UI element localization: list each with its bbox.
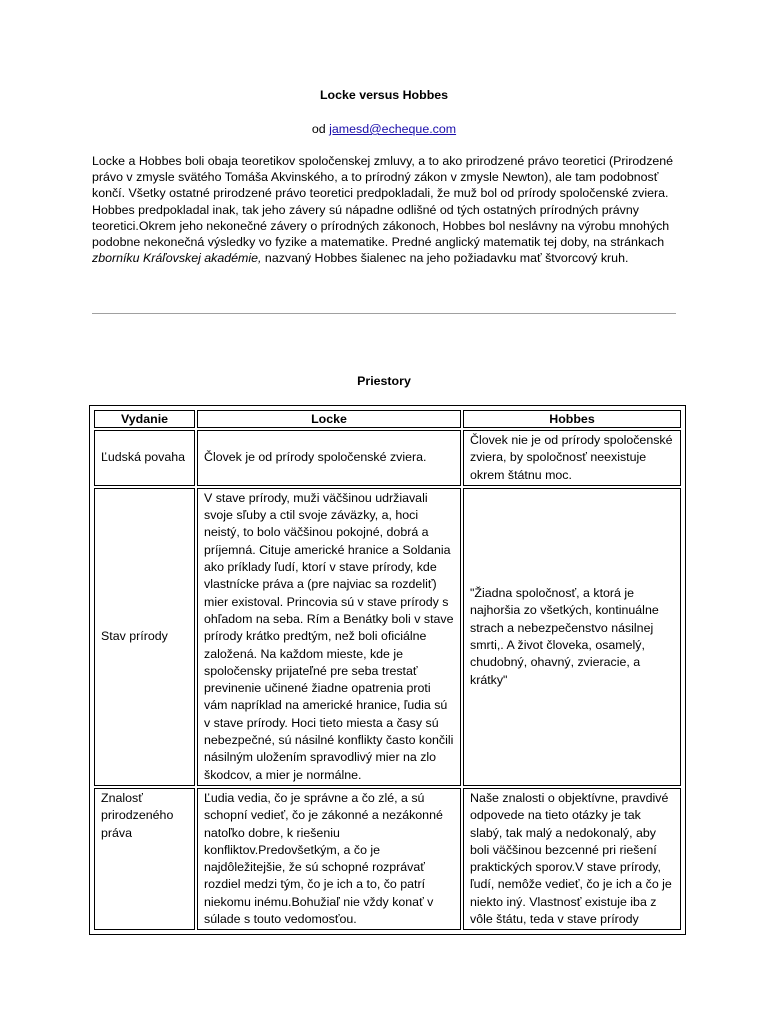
row-topic: Znalosť prirodzeného práva — [94, 788, 195, 930]
table-row — [94, 430, 681, 486]
premises-table — [92, 408, 683, 932]
header-issue: Vydanie — [94, 410, 195, 428]
row-locke: Človek je od prírody spoločenské zviera. — [197, 430, 461, 486]
row-topic: Ľudská povaha — [94, 430, 195, 486]
intro-italic-source: zborníku Kráľovskej akadémie, — [92, 251, 262, 266]
header-hobbes: Hobbes — [463, 410, 681, 428]
document-title: Locke versus Hobbes — [319, 88, 449, 102]
intro-paragraph — [92, 153, 680, 266]
table-row — [94, 788, 681, 930]
table-header-row — [94, 410, 681, 428]
intro-text-start: Locke a Hobbes boli obaja teoretikov spoločenskej zmluvy, a to ako prirodzené právo teoretici (Prirodzené právo v zmysle svätého Tomáša Akvinského, a to prírodný zákon v zmysle Newton), ale tam podobnosť končí. Všetky ostatné prirodzené právo teoretici predpokladali, že muž bol od prírody spoločenské zviera. Hobbes predpokladal inak, tak jeho závery sú nápadne odlišné od tých ostatných prírodných právny teoretici.Okrem jeho nekonečné závery o prírodných zákonoch, Hobbes bol neslávny na výrobu mnohých podobne nekonečná výsledky vo fyzike a matematike. Predné anglický matematik tej doby, na stránkach — [92, 154, 674, 250]
byline — [0, 121, 768, 137]
row-topic: Stav prírody — [94, 488, 195, 786]
author-email-link[interactable]: jamesd@echeque.com — [329, 122, 457, 136]
row-locke: V stave prírody, muži väčšinou udržiavali svoje sľuby a ctil svoje záväzky, a, hoci neistý, to bolo väčšinou pokojné, dobrá a príjemná. Cituje americké hranice a Soldania ako príklady ľudí, ktorí v stave prírody, kde vlastnícke práva a (pre najviac sa rozdeliť) mier existoval. Princovia sú v stave prírody s ohľadom na seba. Rím a Benátky boli v stave prírody krátko predtým, než boli oficiálne založená. Na každom mieste, kde je spoločensky prijateľné pre seba trestať previnenie učinené žiadne opatrenia proti vám napríklad na americké hranice, ľudia sú v stave prírody. Hoci tieto miesta a časy sú nebezpečné, sú násilné konflikty často končili násilným uložením spravodlivý mier na zlo škodcov, a mier je normálne. — [197, 488, 461, 786]
row-hobbes: Naše znalosti o objektívne, pravdivé odpovede na tieto otázky je tak slabý, tak malý a nedokonalý, aby boli väčšinou bezcenné pri riešení praktických sporov.V stave prírody, ľudí, nemôže vedieť, čo je ich a čo je niekto iný. Vlastnosť existuje iba z vôle štátu, teda v stave prírody — [463, 788, 681, 930]
header-locke: Locke — [197, 410, 461, 428]
intro-text-end: nazvaný Hobbes šialenec na jeho požiadavku mať štvorcový kruh. — [264, 251, 629, 266]
premises-table-frame — [89, 405, 686, 935]
row-hobbes: Človek nie je od prírody spoločenské zviera, by spoločnosť neexistuje okrem štátnu moc. — [463, 430, 681, 486]
byline-prefix: od — [311, 122, 326, 136]
section-title: Priestory — [357, 374, 411, 388]
row-hobbes: "Žiadna spoločnosť, a ktorá je najhoršia zo všetkých, kontinuálne strach a nebezpečenstvo násilnej smrti,. A život človeka, osamelý, chudobný, ohavný, zvieracie, a krátky" — [463, 488, 681, 786]
table-row — [94, 488, 681, 786]
horizontal-divider — [92, 313, 676, 314]
row-locke: Ľudia vedia, čo je správne a čo zlé, a sú schopní vedieť, čo je zákonné a nezákonné natoľko dobre, k riešeniu konfliktov.Predovšetkým, a čo je najdôležitejšie, že sú schopné rozprávať rozdiel medzi tým, čo je ich a to, čo patrí niekomu inému.Bohužiaľ nie vždy konať v súlade s touto vedomosťou. — [197, 788, 461, 930]
